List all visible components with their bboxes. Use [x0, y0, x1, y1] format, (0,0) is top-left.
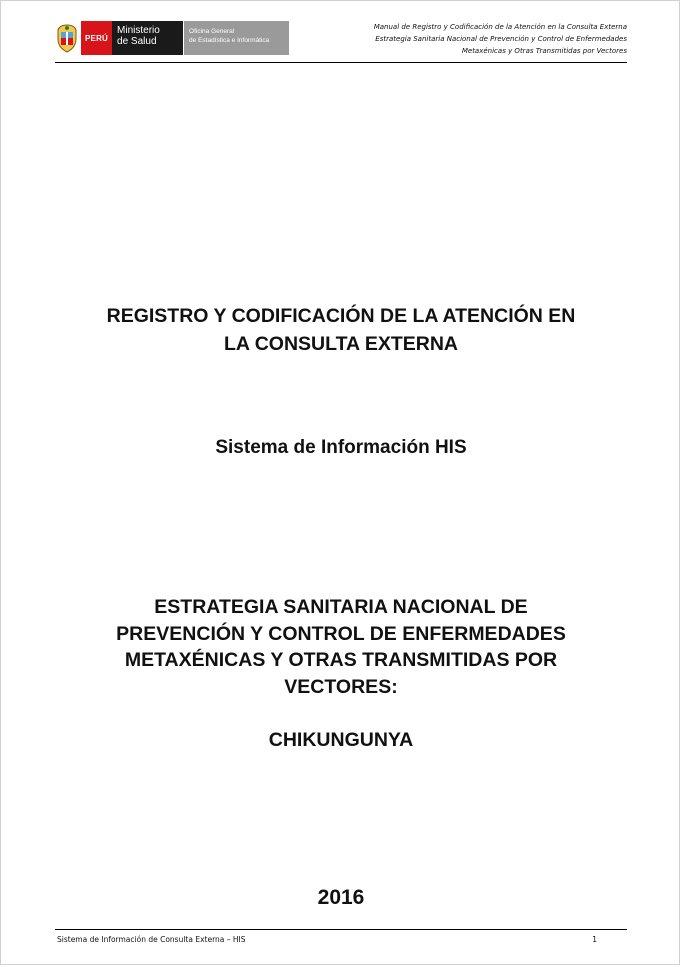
office-line-1: Oficina General	[189, 28, 235, 35]
page-header	[55, 19, 627, 63]
office-name	[183, 21, 289, 55]
ministry-line-1: Ministerio	[117, 25, 160, 36]
document-year: 2016	[317, 886, 365, 909]
page-number: 1	[592, 935, 597, 944]
header-line-1: Manual de Registro y Codificación de la Atención en la Consulta Externa	[373, 23, 627, 31]
header-line-2: Estrategia Sanitaria Nacional de Prevención y Control de Enfermedades	[375, 35, 627, 43]
strategy-title	[55, 594, 627, 700]
main-title-line-2: LA CONSULTA EXTERNA	[224, 333, 458, 355]
strategy-line-4: VECTORES:	[284, 675, 398, 698]
minsa-logo	[55, 21, 289, 55]
ministry-name	[112, 21, 183, 55]
header-document-title	[374, 21, 627, 57]
strategy-line-1: ESTRATEGIA SANITARIA NACIONAL DE	[154, 596, 528, 618]
strategy-line-3: METAXÉNICAS Y OTRAS TRANSMITIDAS POR	[124, 649, 558, 671]
system-subtitle: Sistema de Información HIS	[215, 437, 467, 458]
ministry-line-2: de Salud	[117, 36, 157, 47]
disease-name: CHIKUNGUNYA	[268, 729, 414, 751]
header-divider	[55, 62, 627, 63]
strategy-line-2: PREVENCIÓN Y CONTROL DE ENFERMEDADES	[116, 622, 566, 645]
footer-system-name: Sistema de Información de Consulta Externa – HIS	[57, 935, 246, 944]
header-line-3: Metaxénicas y Otras Transmitidas por Vectores	[461, 47, 627, 55]
footer-divider	[55, 929, 627, 930]
main-title	[55, 302, 627, 358]
peru-label: PERÚ	[81, 21, 112, 55]
coat-of-arms-icon	[55, 21, 79, 55]
office-line-2: de Estadística e Informática	[189, 37, 270, 44]
main-title-line-1: REGISTRO Y CODIFICACIÓN DE LA ATENCIÓN EN	[106, 305, 576, 327]
